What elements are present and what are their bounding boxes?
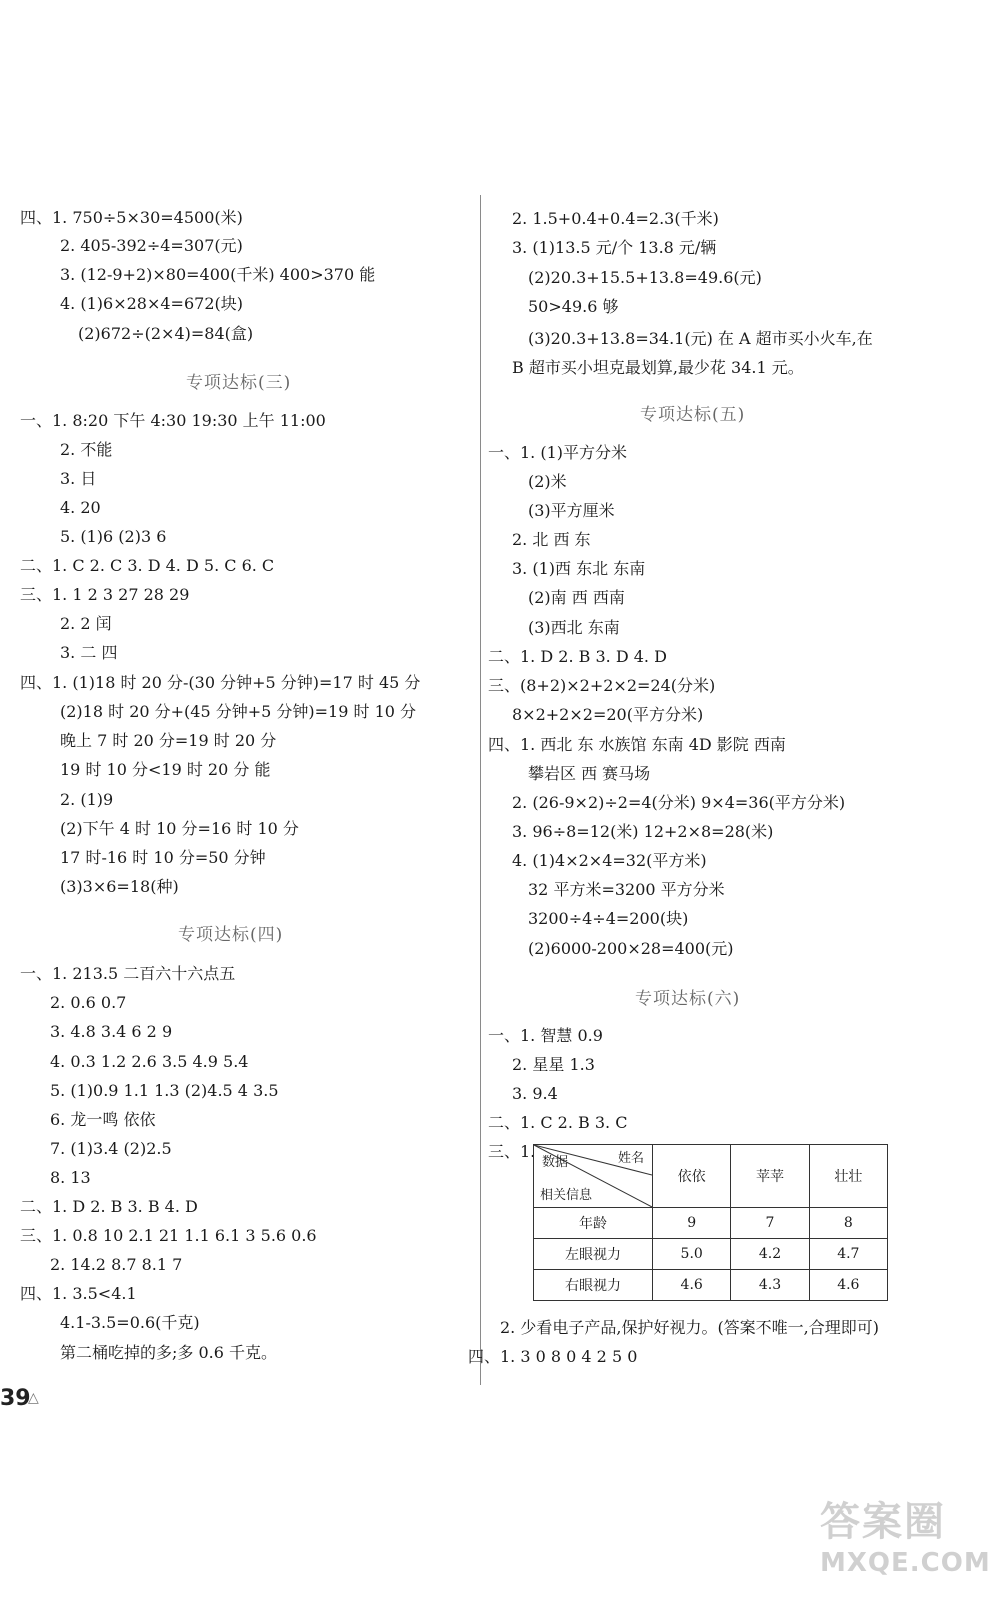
table-row xyxy=(534,1239,888,1270)
answer-line: 2. 不能 xyxy=(60,440,113,459)
vision-survey-table xyxy=(533,1144,888,1301)
answer-line: 3. 日 xyxy=(60,469,97,488)
answer-line: 三、1. 0.8 10 2.1 21 1.1 6.1 3 5.6 0.6 xyxy=(20,1226,317,1245)
answer-line: 4. 0.3 1.2 2.6 3.5 4.9 5.4 xyxy=(50,1052,249,1071)
answer-line: 2. 北 西 东 xyxy=(512,530,591,549)
table-row-label: 右眼视力 xyxy=(534,1270,653,1301)
section-heading: 专项达标(五) xyxy=(640,405,746,425)
table-row xyxy=(534,1270,888,1301)
table-header-row xyxy=(534,1145,888,1208)
table-row xyxy=(534,1208,888,1239)
answer-line: 三、1. 1 2 3 27 28 29 xyxy=(20,585,190,604)
answer-line: 二、1. C 2. C 3. D 4. D 5. C 6. C xyxy=(20,556,275,575)
diag-label-data: 数据 xyxy=(542,1155,569,1170)
answer-line: (3)西北 东南 xyxy=(528,618,620,637)
answer-line: 四、1. 西北 东 水族馆 东南 4D 影院 西南 xyxy=(488,735,786,754)
answer-line: 晚上 7 时 20 分=19 时 20 分 xyxy=(60,731,277,750)
table-cell: 4.3 xyxy=(731,1270,809,1301)
answer-line: 四、1. 3 0 8 0 4 2 5 0 xyxy=(468,1347,638,1366)
answer-line: 2. 2 闰 xyxy=(60,614,112,633)
answer-line: 2. 0.6 0.7 xyxy=(50,993,127,1012)
answer-line: 二、1. C 2. B 3. C xyxy=(488,1113,628,1132)
answer-line: 一、1. 智慧 0.9 xyxy=(488,1026,603,1045)
answer-line: 3. (1)西 东北 东南 xyxy=(512,559,646,578)
table-row-label: 年龄 xyxy=(534,1208,653,1239)
answer-line: 3. 二 四 xyxy=(60,643,118,662)
answer-line: 2. 少看电子产品,保护好视力。(答案不唯一,合理即可) xyxy=(500,1318,880,1337)
watermark-logo xyxy=(820,1490,995,1590)
answer-line: 2. 405-392÷4=307(元) xyxy=(60,236,243,255)
answer-line: 3. 4.8 3.4 6 2 9 xyxy=(50,1022,173,1041)
answer-line: B 超市买小坦克最划算,最少花 34.1 元。 xyxy=(512,358,804,377)
answer-line: (2)南 西 西南 xyxy=(528,588,625,607)
answer-line: (2)672÷(2×4)=84(盒) xyxy=(78,324,254,343)
answer-line: (3)20.3+13.8=34.1(元) 在 A 超市买小火车,在 xyxy=(528,329,873,348)
answer-line: (2)18 时 20 分+(45 分钟+5 分钟)=19 时 10 分 xyxy=(60,702,417,721)
watermark-text-bottom: MXQE.COM xyxy=(820,1548,991,1578)
answer-line: 5. (1)6 (2)3 6 xyxy=(60,527,167,546)
section-heading: 专项达标(四) xyxy=(178,925,284,945)
answer-line: 3. 96÷8=12(米) 12+2×8=28(米) xyxy=(512,822,774,841)
answer-line: 一、1. (1)平方分米 xyxy=(488,443,628,462)
table-row-label: 左眼视力 xyxy=(534,1239,653,1270)
table-header-name: 依依 xyxy=(653,1145,731,1208)
answer-line: 4. (1)4×2×4=32(平方米) xyxy=(512,851,707,870)
answer-line: 32 平方米=3200 平方分米 xyxy=(528,880,725,899)
answer-line: 2. (1)9 xyxy=(60,790,114,809)
watermark-text-top: 答案圈 xyxy=(820,1499,946,1545)
answer-line: 四、1. 750÷5×30=4500(米) xyxy=(20,208,243,227)
answer-line: 17 时-16 时 10 分=50 分钟 xyxy=(60,848,266,867)
page-number-mark: △ xyxy=(28,1390,39,1406)
column-divider xyxy=(480,195,481,1385)
page-number: 39 xyxy=(0,1386,31,1411)
answer-line: (3)平方厘米 xyxy=(528,501,615,520)
table-cell: 4.6 xyxy=(809,1270,887,1301)
table-cell: 5.0 xyxy=(653,1239,731,1270)
diag-label-name: 姓名 xyxy=(617,1151,644,1166)
diag-label-info: 相关信息 xyxy=(540,1188,593,1203)
answer-line: 三、(8+2)×2+2×2=24(分米) xyxy=(488,676,716,695)
answer-line: (2)6000-200×28=400(元) xyxy=(528,939,734,958)
answer-line: 5. (1)0.9 1.1 1.3 (2)4.5 4 3.5 xyxy=(50,1081,279,1100)
answer-line: 二、1. D 2. B 3. B 4. D xyxy=(20,1197,198,1216)
answer-line: 2. 星星 1.3 xyxy=(512,1055,595,1074)
answer-line: 19 时 10 分<19 时 20 分 能 xyxy=(60,760,271,779)
answer-line: 4. (1)6×28×4=672(块) xyxy=(60,294,243,313)
answer-line: (2)米 xyxy=(528,472,567,491)
table-cell: 4.6 xyxy=(653,1270,731,1301)
section-heading: 专项达标(三) xyxy=(186,373,292,393)
answer-line: 7. (1)3.4 (2)2.5 xyxy=(50,1139,172,1158)
answer-line: 一、1. 8:20 下午 4:30 19:30 上午 11:00 xyxy=(20,411,326,430)
answer-line: 8×2+2×2=20(平方分米) xyxy=(512,705,704,724)
answer-line: 3. (12-9+2)×80=400(千米) 400>370 能 xyxy=(60,265,376,284)
answer-line: (2)20.3+15.5+13.8=49.6(元) xyxy=(528,268,762,287)
answer-line: 四、1. (1)18 时 20 分-(30 分钟+5 分钟)=17 时 45 分 xyxy=(20,673,421,692)
answer-line: (3)3×6=18(种) xyxy=(60,877,179,896)
answer-line: 3. (1)13.5 元/个 13.8 元/辆 xyxy=(512,238,717,257)
answer-line: 二、1. D 2. B 3. D 4. D xyxy=(488,647,667,666)
table-header-name: 苹苹 xyxy=(731,1145,809,1208)
answer-line: 50>49.6 够 xyxy=(528,297,619,316)
answer-line: 3200÷4÷4=200(块) xyxy=(528,909,689,928)
answer-line: 四、1. 3.5<4.1 xyxy=(20,1284,137,1303)
answer-line: (2)下午 4 时 10 分=16 时 10 分 xyxy=(60,819,299,838)
answer-line: 3. 9.4 xyxy=(512,1084,558,1103)
section-heading: 专项达标(六) xyxy=(635,989,741,1009)
table-cell: 4.7 xyxy=(809,1239,887,1270)
table-cell: 9 xyxy=(653,1208,731,1239)
answer-line: 2. 1.5+0.4+0.4=2.3(千米) xyxy=(512,209,719,228)
table-cell: 8 xyxy=(809,1208,887,1239)
diagonal-header-cell xyxy=(534,1145,653,1208)
answer-line: 攀岩区 西 赛马场 xyxy=(528,764,651,783)
answer-line: 2. 14.2 8.7 8.1 7 xyxy=(50,1255,183,1274)
answer-line: 4.1-3.5=0.6(千克) xyxy=(60,1313,200,1332)
answer-line: 第二桶吃掉的多;多 0.6 千克。 xyxy=(60,1343,278,1362)
table-cell: 4.2 xyxy=(731,1239,809,1270)
table-cell: 7 xyxy=(731,1208,809,1239)
table-header-name: 壮壮 xyxy=(809,1145,887,1208)
answer-line: 8. 13 xyxy=(50,1168,91,1187)
answer-line: 2. (26-9×2)÷2=4(分米) 9×4=36(平方分米) xyxy=(512,793,846,812)
answer-line: 6. 龙一鸣 依依 xyxy=(50,1110,156,1129)
answer-line: 一、1. 213.5 二百六十六点五 xyxy=(20,964,236,983)
answer-line: 三、1. xyxy=(488,1142,536,1161)
answer-line: 4. 20 xyxy=(60,498,101,517)
